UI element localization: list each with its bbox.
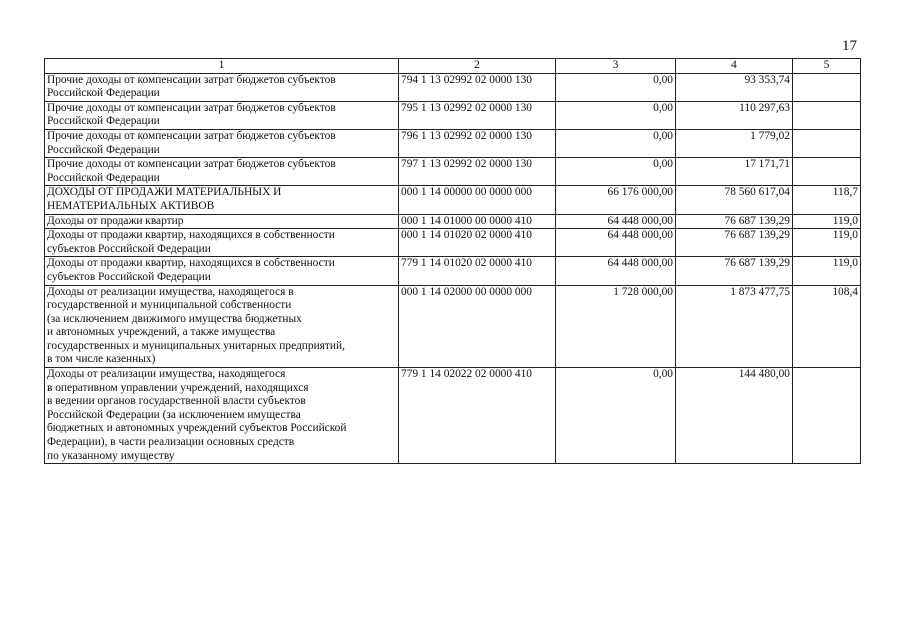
budget-code-cell: 000 1 14 02000 00 0000 000 [399,285,556,368]
table-row [45,129,861,157]
header-col-5: 5 [793,59,861,74]
execution-percent-cell [793,129,861,157]
header-row [45,59,861,74]
budget-code-cell: 795 1 13 02992 02 0000 130 [399,101,556,129]
table-row [45,368,861,464]
planned-amount-cell: 0,00 [556,158,676,186]
budget-code-cell: 000 1 14 00000 00 0000 000 [399,186,556,214]
revenue-name-line: субъектов Российской Федерации [47,242,211,255]
revenue-name-line: Доходы от продажи квартир, находящихся в собственности [47,229,335,242]
revenue-name-line: Доходы от реализации имущества, находящегося [47,368,286,381]
revenue-name-cell [45,129,399,157]
revenue-name-line: (за исключением движимого имущества бюджетных [47,312,302,325]
execution-percent-cell [793,101,861,129]
actual-amount-cell: 78 560 617,04 [676,186,793,214]
budget-code-cell: 779 1 14 02022 02 0000 410 [399,368,556,464]
revenue-name-line: Российской Федерации [47,115,160,128]
revenue-name-line: Доходы от реализации имущества, находящегося в [47,285,294,298]
planned-amount-cell: 66 176 000,00 [556,186,676,214]
planned-amount-cell: 64 448 000,00 [556,257,676,285]
actual-amount-cell: 110 297,63 [676,101,793,129]
execution-percent-cell: 119,0 [793,257,861,285]
budget-code-cell: 779 1 14 01020 02 0000 410 [399,257,556,285]
budget-code-cell: 796 1 13 02992 02 0000 130 [399,129,556,157]
revenue-name-line: ДОХОДЫ ОТ ПРОДАЖИ МАТЕРИАЛЬНЫХ И [47,186,282,199]
actual-amount-cell: 76 687 139,29 [676,214,793,229]
budget-code-cell: 794 1 13 02992 02 0000 130 [399,73,556,101]
header-col-2: 2 [399,59,556,74]
revenue-name-line: Доходы от продажи квартир, находящихся в собственности [47,257,335,270]
planned-amount-cell: 0,00 [556,101,676,129]
planned-amount-cell: 64 448 000,00 [556,214,676,229]
revenue-name-line: государственной и муниципальной собственности [47,299,292,312]
revenue-name-cell [45,257,399,285]
table-row [45,257,861,285]
revenue-name-line: Прочие доходы от компенсации затрат бюджетов субъектов [47,129,336,142]
actual-amount-cell: 1 779,02 [676,129,793,157]
table-row [45,158,861,186]
execution-percent-cell [793,368,861,464]
revenue-name-cell [45,186,399,214]
table-row [45,101,861,129]
table-row [45,73,861,101]
revenue-name-line: в ведении органов государственной власти субъектов [47,395,306,408]
revenue-table [44,58,861,464]
execution-percent-cell: 108,4 [793,285,861,368]
execution-percent-cell: 119,0 [793,229,861,257]
revenue-name-line: и автономных учреждений, а также имущества [47,326,276,339]
table-row [45,186,861,214]
revenue-name-line: Российской Федерации [47,143,160,156]
revenue-name-cell [45,368,399,464]
header-col-4: 4 [676,59,793,74]
planned-amount-cell: 0,00 [556,368,676,464]
planned-amount-cell: 0,00 [556,129,676,157]
actual-amount-cell: 144 480,00 [676,368,793,464]
execution-percent-cell: 119,0 [793,214,861,229]
budget-code-cell: 000 1 14 01000 00 0000 410 [399,214,556,229]
revenue-name-line: бюджетных и автономных учреждений субъектов Российской [47,422,347,435]
planned-amount-cell: 64 448 000,00 [556,229,676,257]
revenue-name-line: в оперативном управлении учреждений, находящихся [47,381,309,394]
revenue-name-line: Российской Федерации [47,171,160,184]
revenue-name-line: в том числе казенных) [47,353,156,366]
revenue-name-line: Прочие доходы от компенсации затрат бюджетов субъектов [47,73,336,86]
revenue-name-line: Доходы от продажи квартир [47,214,184,227]
revenue-name-line: государственных и муниципальных унитарных предприятий, [47,339,345,352]
table-row [45,285,861,368]
actual-amount-cell: 93 353,74 [676,73,793,101]
actual-amount-cell: 17 171,71 [676,158,793,186]
table-row [45,214,861,229]
revenue-name-cell [45,158,399,186]
revenue-name-line: НЕМАТЕРИАЛЬНЫХ АКТИВОВ [47,199,215,212]
actual-amount-cell: 76 687 139,29 [676,229,793,257]
revenue-name-cell [45,214,399,229]
revenue-name-cell [45,285,399,368]
actual-amount-cell: 1 873 477,75 [676,285,793,368]
planned-amount-cell: 1 728 000,00 [556,285,676,368]
revenue-name-line: Прочие доходы от компенсации затрат бюджетов субъектов [47,158,336,171]
planned-amount-cell: 0,00 [556,73,676,101]
execution-percent-cell [793,158,861,186]
page-number: 17 [842,38,857,54]
revenue-name-line: по указанному имуществу [47,449,175,462]
table-header [45,59,861,74]
revenue-name-cell [45,101,399,129]
actual-amount-cell: 76 687 139,29 [676,257,793,285]
execution-percent-cell [793,73,861,101]
revenue-name-line: субъектов Российской Федерации [47,270,211,283]
budget-code-cell: 000 1 14 01020 02 0000 410 [399,229,556,257]
budget-code-cell: 797 1 13 02992 02 0000 130 [399,158,556,186]
revenue-name-line: Российской Федерации [47,87,160,100]
revenue-name-cell [45,73,399,101]
revenue-name-line: Федерации), в части реализации основных средств [47,436,295,449]
table-body [45,73,861,464]
table-row [45,229,861,257]
header-col-1: 1 [45,59,399,74]
revenue-name-line: Прочие доходы от компенсации затрат бюджетов субъектов [47,101,336,114]
execution-percent-cell: 118,7 [793,186,861,214]
revenue-name-cell [45,229,399,257]
header-col-3: 3 [556,59,676,74]
revenue-name-line: Российской Федерации (за исключением имущества [47,408,301,421]
